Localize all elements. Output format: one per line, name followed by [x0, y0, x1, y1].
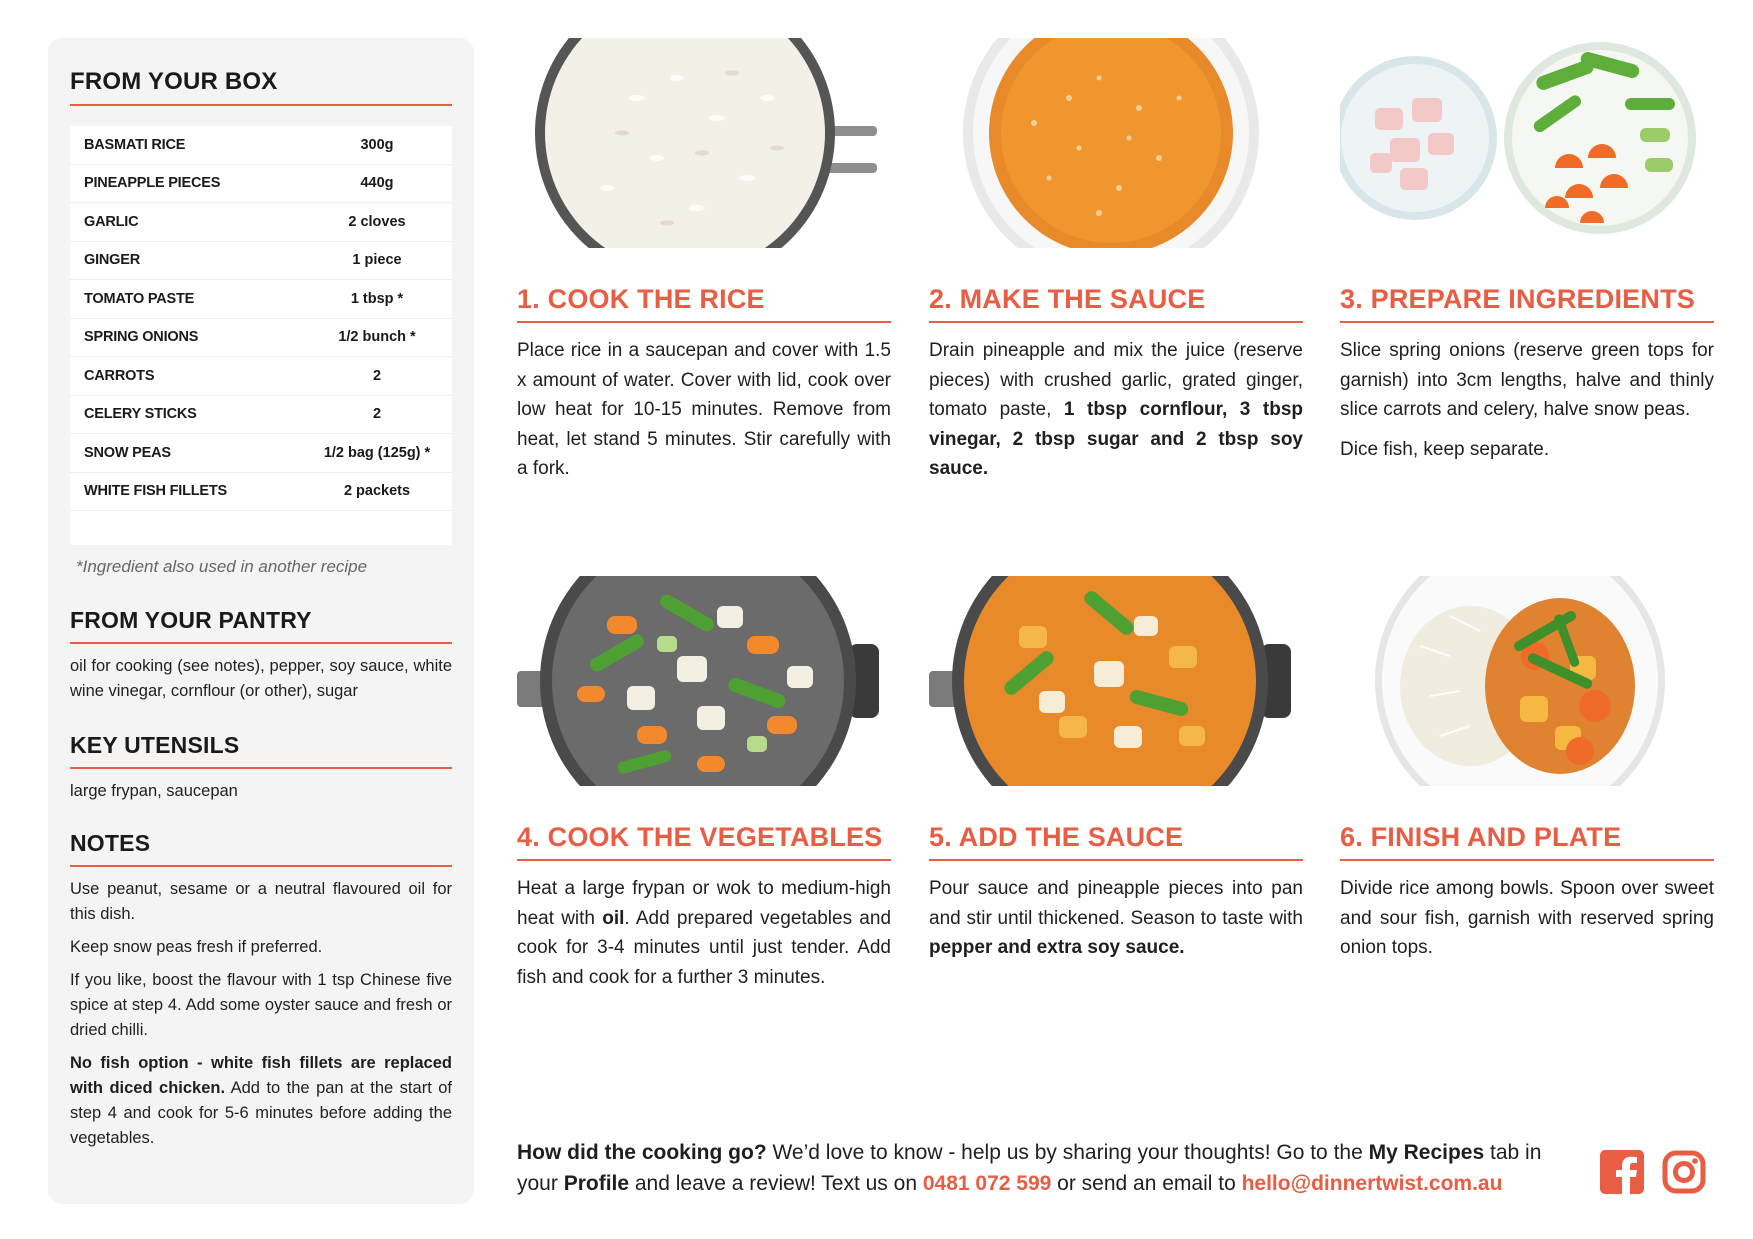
note-4-bold: No fish option - white fish fillets are replaced with diced chicken.: [70, 1054, 452, 1097]
utensils-section: [70, 732, 452, 804]
vegetables-pan-photo: [517, 576, 879, 786]
ingredient-name: CARROTS: [84, 367, 155, 384]
step-6-title: 6. FINISH AND PLATE: [1340, 822, 1714, 861]
step-4-text-c: . Add prepared vegetables and cook for 3-4 minutes until just tender. Add fish and cook for a further 3 minutes.: [517, 907, 892, 988]
note-2: Keep snow peas fresh if preferred.: [70, 938, 323, 956]
ingredient-quantity: 2: [372, 406, 382, 423]
note-4-rest: Add to the pan at the start of step 4 and cook for 5-6 minutes before adding the vegetables.: [70, 1079, 452, 1147]
pantry-text: oil for cooking (see notes), pepper, soy sauce, white wine vinegar, cornflour (or other), sugar: [70, 657, 452, 700]
ingredient-quantity: 2 packets: [343, 483, 411, 500]
step-3-paragraph-1: Slice spring onions (reserve green tops for garnish) into 3cm lengths, halve and thinly slice carrots and celery, halve snow peas.: [1340, 340, 1714, 420]
ingredient-row: [70, 396, 452, 435]
step-4-text-a: Heat a large frypan or wok to medium-high heat with: [517, 878, 891, 929]
step-2-paragraph: [929, 336, 1303, 484]
ingredient-row: [70, 473, 452, 512]
footer-text-2: tab in your: [517, 1141, 1542, 1195]
box-heading: FROM YOUR BOX: [70, 68, 452, 106]
email-link[interactable]: hello@dinnertwist.com.au: [1241, 1172, 1503, 1195]
ingredient-name: GARLIC: [84, 213, 139, 230]
step-5-text: [929, 874, 1303, 963]
utensils-heading: KEY UTENSILS: [70, 732, 452, 769]
step-6-text: [1340, 874, 1714, 963]
facebook-icon[interactable]: [1600, 1150, 1644, 1194]
pantry-section: [70, 607, 452, 704]
step-1-title: 1. COOK THE RICE: [517, 284, 891, 323]
pantry-heading: FROM YOUR PANTRY: [70, 607, 452, 644]
step-1-paragraph: Place rice in a saucepan and cover with 1.5 x amount of water. Cover with lid, cook over low heat for 10-15 minutes. Remove from heat, let stand 5 minutes. Stir carefully with a fork.: [517, 340, 891, 479]
note-4: [70, 1051, 452, 1151]
step-3-text: [1340, 336, 1714, 464]
ingredient-row: [70, 357, 452, 396]
ingredient-quantity: 1 tbsp *: [350, 290, 404, 307]
feedback-footer: [517, 1137, 1577, 1199]
ingredient-name: SNOW PEAS: [84, 444, 171, 461]
step-5-text-bold: pepper and extra soy sauce.: [929, 937, 1185, 958]
ingredient-quantity: 1/2 bunch *: [338, 329, 416, 346]
note-3: If you like, boost the flavour with 1 tsp Chinese five spice at step 4. Add some oyster sauce and fresh or dried chilli.: [70, 971, 452, 1039]
ingredient-row: [70, 242, 452, 281]
sauce-bowl-photo: [929, 38, 1291, 248]
step-4-paragraph: [517, 874, 891, 992]
sauce-pan-photo: [929, 576, 1291, 786]
ingredients-table: [70, 126, 452, 545]
ingredient-name: GINGER: [84, 252, 140, 269]
step-3-title: 3. PREPARE INGREDIENTS: [1340, 284, 1714, 323]
step-6-paragraph: Divide rice among bowls. Spoon over sweet and sour fish, garnish with reserved spring onion tops.: [1340, 878, 1714, 958]
step-4-text: [517, 874, 891, 992]
prepared-ingredients-photo: [1340, 38, 1702, 248]
ingredient-quantity: 2: [372, 367, 382, 384]
ingredient-row: [70, 165, 452, 204]
step-2-text-a: Drain pineapple and mix the juice (reserve pieces) with crushed garlic, grated ginger, tomato paste,: [929, 340, 1303, 420]
ingredient-quantity: 1 piece: [352, 252, 402, 269]
ingredient-quantity: 440g: [360, 175, 394, 192]
ingredient-row: [70, 126, 452, 165]
footer-text-1: We’d love to know - help us by sharing your thoughts! Go to the: [766, 1141, 1369, 1164]
step-2-text-bold: 1 tbsp cornflour, 3 tbsp vinegar, 2 tbsp sugar and 2 tbsp soy sauce.: [929, 399, 1304, 479]
step-2-text: [929, 336, 1303, 484]
step-3-paragraph-2: Dice fish, keep separate.: [1340, 438, 1550, 460]
step-5-title: 5. ADD THE SAUCE: [929, 822, 1303, 861]
phone-link[interactable]: 0481 072 599: [922, 1172, 1052, 1195]
ingredient-row: [70, 434, 452, 473]
notes-section: [70, 830, 452, 1151]
step-3: [1340, 38, 1714, 464]
my-recipes-label: My Recipes: [1368, 1141, 1485, 1164]
ingredient-row: [70, 319, 452, 358]
instagram-icon[interactable]: [1662, 1150, 1706, 1194]
rice-pot-photo: [517, 38, 879, 248]
ingredient-quantity: 300g: [360, 136, 394, 153]
ingredient-name: TOMATO PASTE: [84, 290, 195, 307]
ingredient-name: PINEAPPLE PIECES: [84, 175, 221, 192]
feedback-question: How did the cooking go?: [517, 1141, 767, 1164]
step-5-text-a: Pour sauce and pineapple pieces into pan and stir until thickened. Season to taste with: [929, 878, 1303, 929]
ingredient-row: [70, 203, 452, 242]
step-1-text: [517, 336, 891, 484]
step-5: [929, 576, 1303, 963]
ingredient-quantity: 2 cloves: [348, 213, 406, 230]
social-links: [1600, 1150, 1706, 1194]
step-6: [1340, 576, 1714, 963]
utensils-text: large frypan, saucepan: [70, 782, 238, 800]
step-4: [517, 576, 891, 992]
step-4-text-bold: oil: [602, 907, 625, 929]
step-2: [929, 38, 1303, 484]
profile-label: Profile: [563, 1172, 630, 1195]
plated-dish-photo: [1340, 576, 1702, 786]
step-5-paragraph: [929, 874, 1303, 963]
ingredient-row: [70, 280, 452, 319]
step-2-title: 2. MAKE THE SAUCE: [929, 284, 1303, 323]
step-1: [517, 38, 891, 484]
ingredient-name: SPRING ONIONS: [84, 329, 199, 346]
ingredient-name: CELERY STICKS: [84, 406, 197, 423]
ingredient-name: WHITE FISH FILLETS: [84, 483, 228, 500]
footer-text-4: or send an email to: [1051, 1172, 1242, 1195]
notes-heading: NOTES: [70, 830, 452, 867]
ingredient-footnote: *Ingredient also used in another recipe: [76, 557, 368, 576]
step-4-title: 4. COOK THE VEGETABLES: [517, 822, 891, 861]
ingredient-name: BASMATI RICE: [84, 136, 186, 153]
note-1: Use peanut, sesame or a neutral flavoured oil for this dish.: [70, 880, 452, 923]
ingredient-quantity: 1/2 bag (125g) *: [323, 444, 431, 461]
ingredients-sidebar: [48, 38, 474, 1204]
footer-text-3: and leave a review! Text us on: [629, 1172, 923, 1195]
